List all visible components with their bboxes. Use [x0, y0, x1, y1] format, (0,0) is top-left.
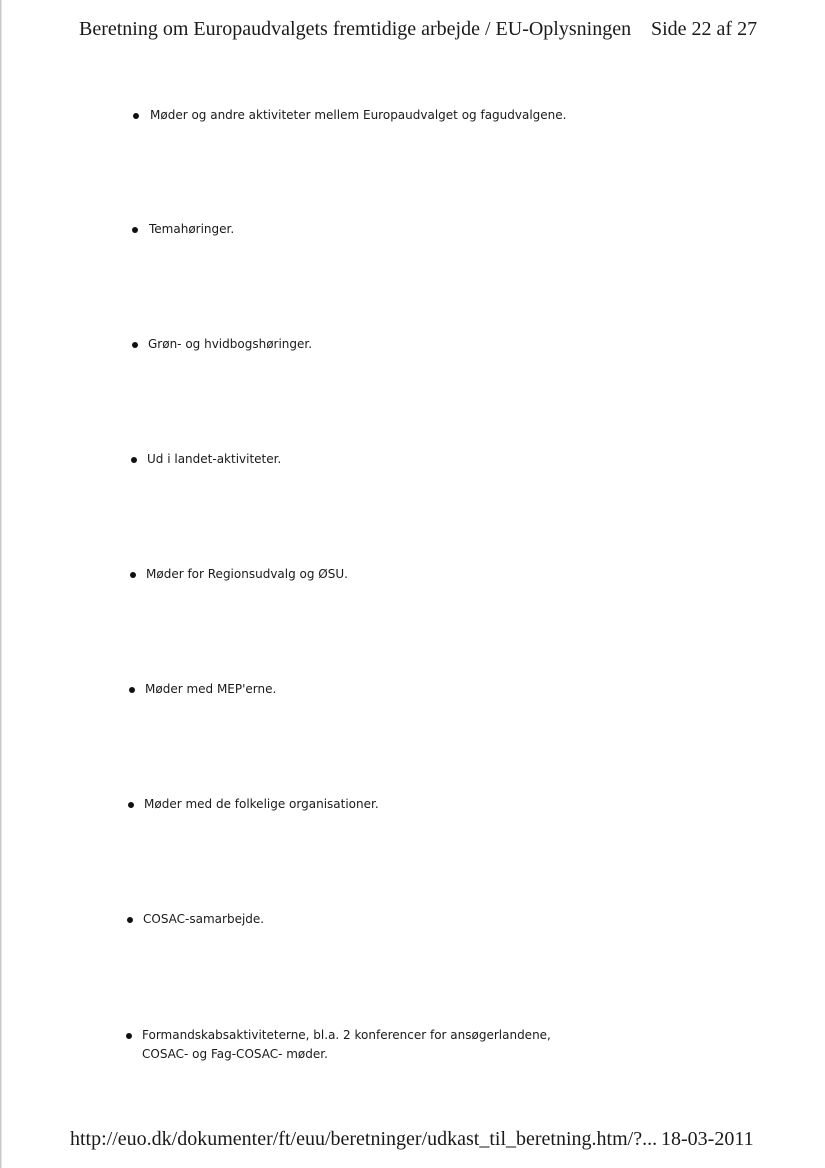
bullet-icon: [129, 687, 135, 693]
list-item-text: Ud i landet-aktiviteter.: [147, 452, 282, 466]
bullet-icon: [132, 227, 138, 233]
list-item-text: Temahøringer.: [149, 222, 235, 236]
header-page-number: Side 22 af 27: [651, 18, 758, 40]
list-item-text: Grøn- og hvidbogshøringer.: [148, 337, 313, 351]
bullet-icon: [128, 802, 134, 808]
list-item-text: Møder med MEP'erne.: [145, 682, 277, 696]
list-item-text: Møder og andre aktiviteter mellem Europaudvalget og fagudvalgene.: [150, 108, 567, 122]
footer-url: http://euo.dk/dokumenter/ft/euu/beretninger/udkast_til_beretning.htm/?...: [70, 1128, 658, 1150]
list-item-text: Møder for Regionsudvalg og ØSU.: [146, 567, 348, 581]
footer-date: 18-03-2011: [661, 1128, 754, 1150]
bullet-icon: [126, 1033, 132, 1039]
bullet-icon: [131, 457, 137, 463]
page-left-edge: [0, 0, 2, 1168]
header-title: Beretning om Europaudvalgets fremtidige arbejde / EU-Oplysningen: [79, 18, 632, 40]
list-item-text: Formandskabsaktiviteterne, bl.a. 2 konferencer for ansøgerlandene,: [142, 1028, 551, 1042]
bullet-icon: [132, 342, 138, 348]
bullet-icon: [130, 572, 136, 578]
list-item-text: Møder med de folkelige organisationer.: [144, 797, 379, 811]
list-item-text: COSAC-samarbejde.: [143, 912, 265, 926]
bullet-icon: [127, 917, 133, 923]
list-item-continuation: COSAC- og Fag-COSAC- møder.: [142, 1047, 328, 1061]
bullet-icon: [133, 113, 139, 119]
